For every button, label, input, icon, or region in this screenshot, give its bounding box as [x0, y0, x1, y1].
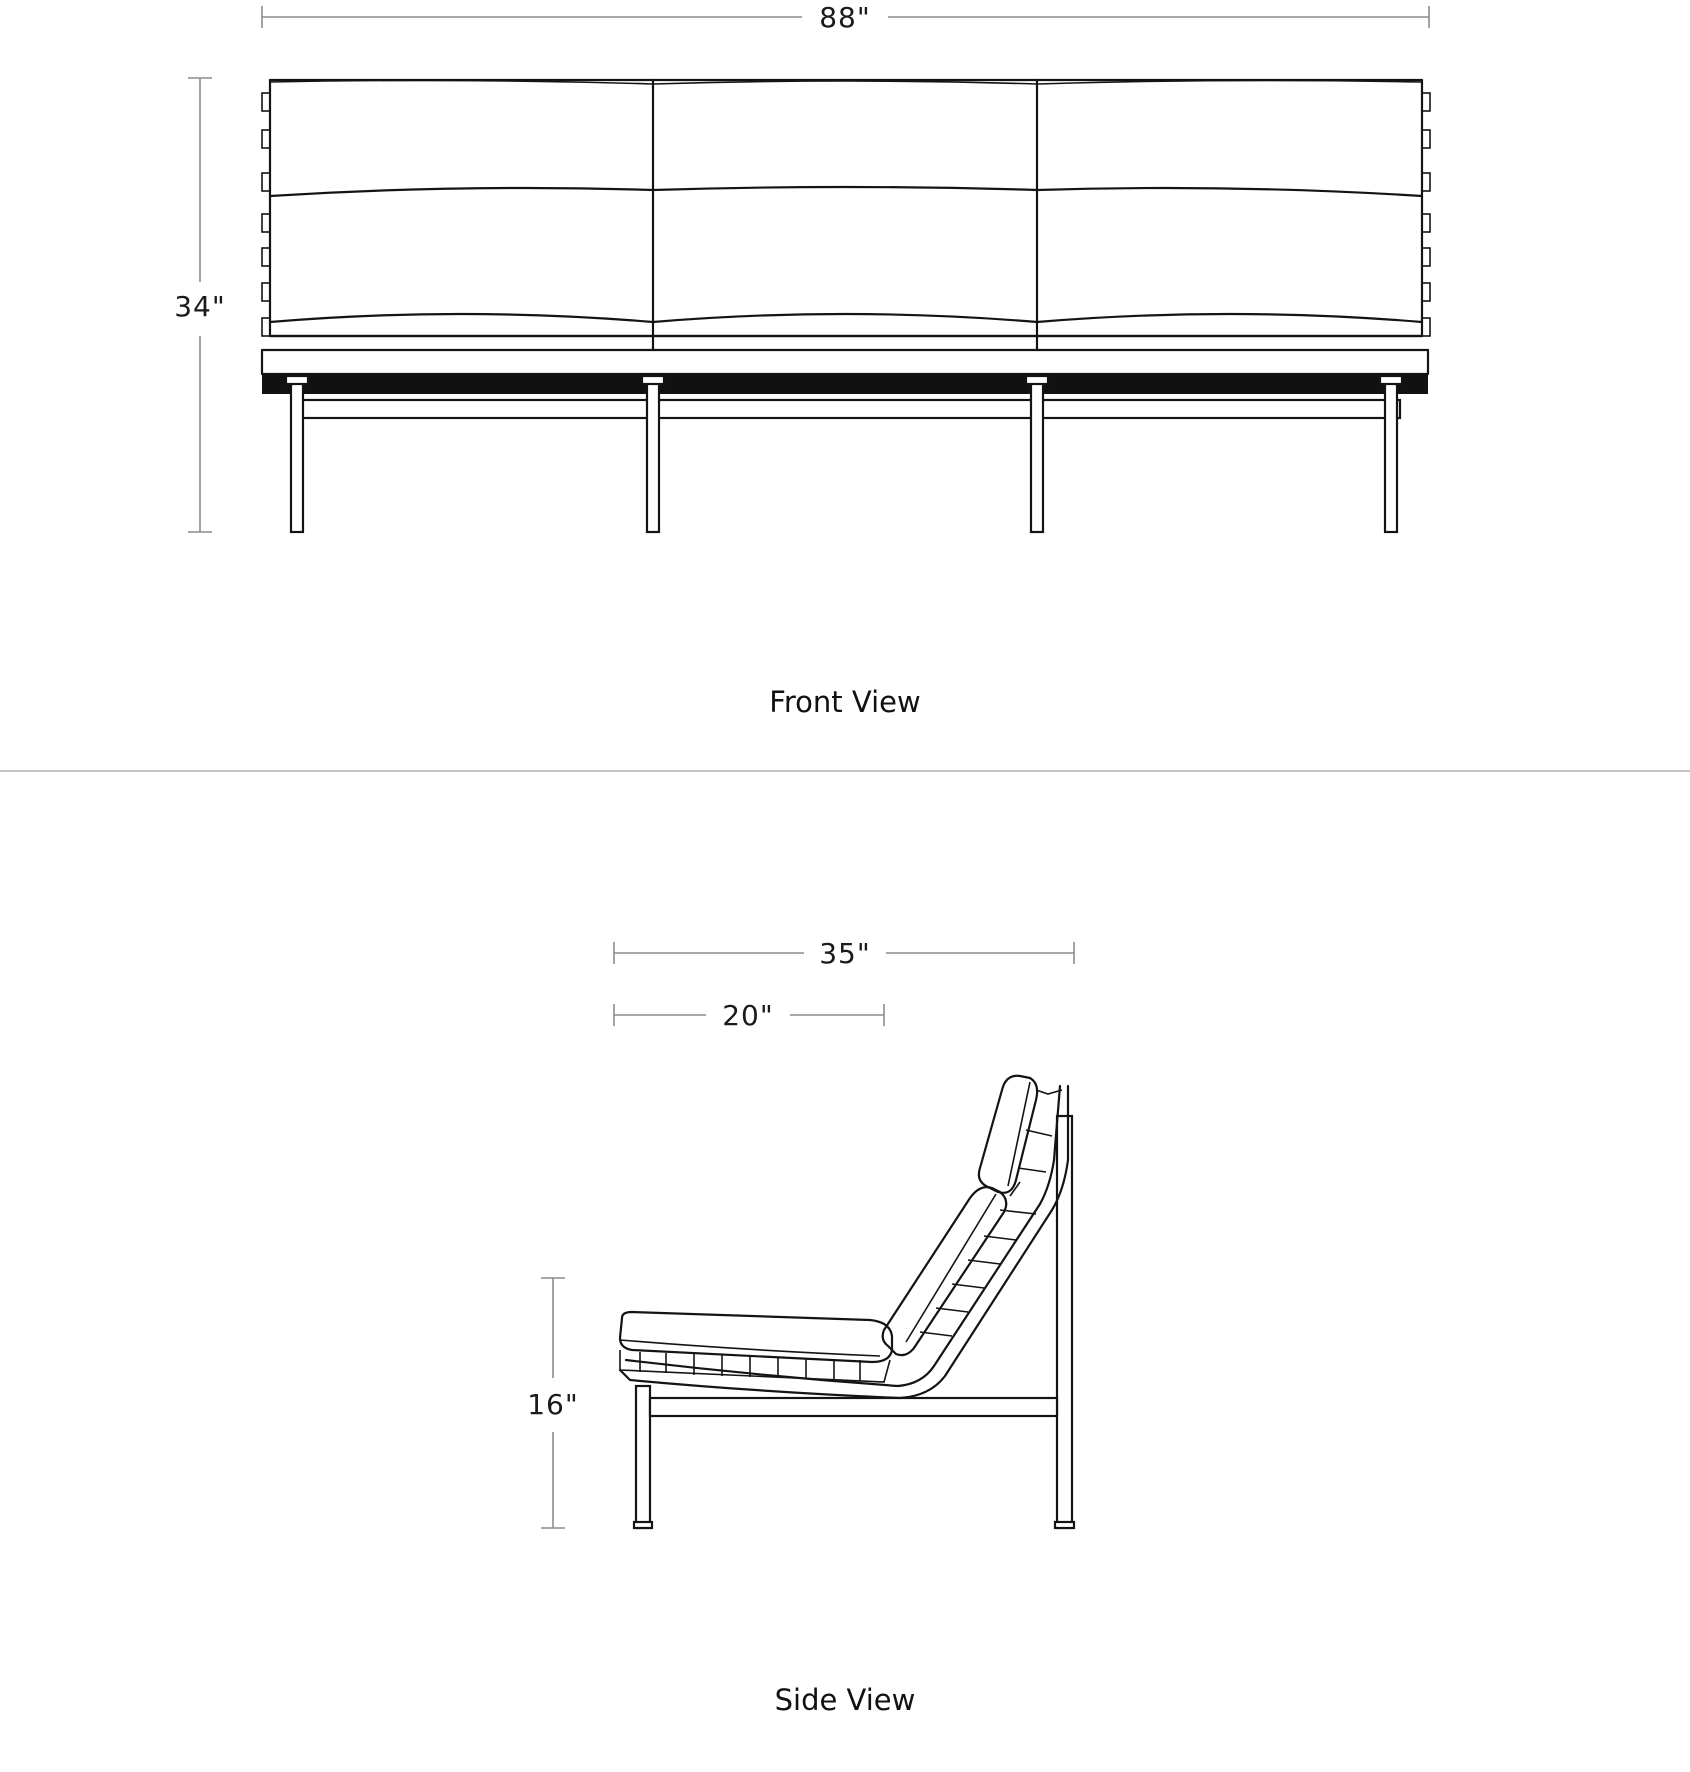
front-height-dimension: [174, 78, 226, 532]
front-view-caption: Front View: [769, 685, 921, 719]
side-seat-height-label: 16": [527, 1388, 579, 1421]
side-view: [527, 937, 1074, 1717]
side-seat-height-dimension: [527, 1278, 579, 1528]
sofa-front-drawing: [262, 80, 1430, 532]
front-width-dimension: [262, 1, 1429, 34]
front-view: [174, 1, 1430, 719]
side-depth-dimension: [614, 937, 1074, 970]
side-view-caption: Side View: [774, 1683, 916, 1717]
side-depth-label: 35": [819, 937, 871, 970]
front-height-label: 34": [174, 290, 226, 323]
front-width-label: 88": [819, 1, 871, 34]
sofa-side-drawing: [620, 1076, 1074, 1528]
side-seat-depth-dimension: [614, 999, 884, 1032]
side-seat-depth-label: 20": [722, 999, 774, 1032]
strap-tabs-left: [262, 93, 270, 336]
strap-tabs-right: [1422, 93, 1430, 336]
